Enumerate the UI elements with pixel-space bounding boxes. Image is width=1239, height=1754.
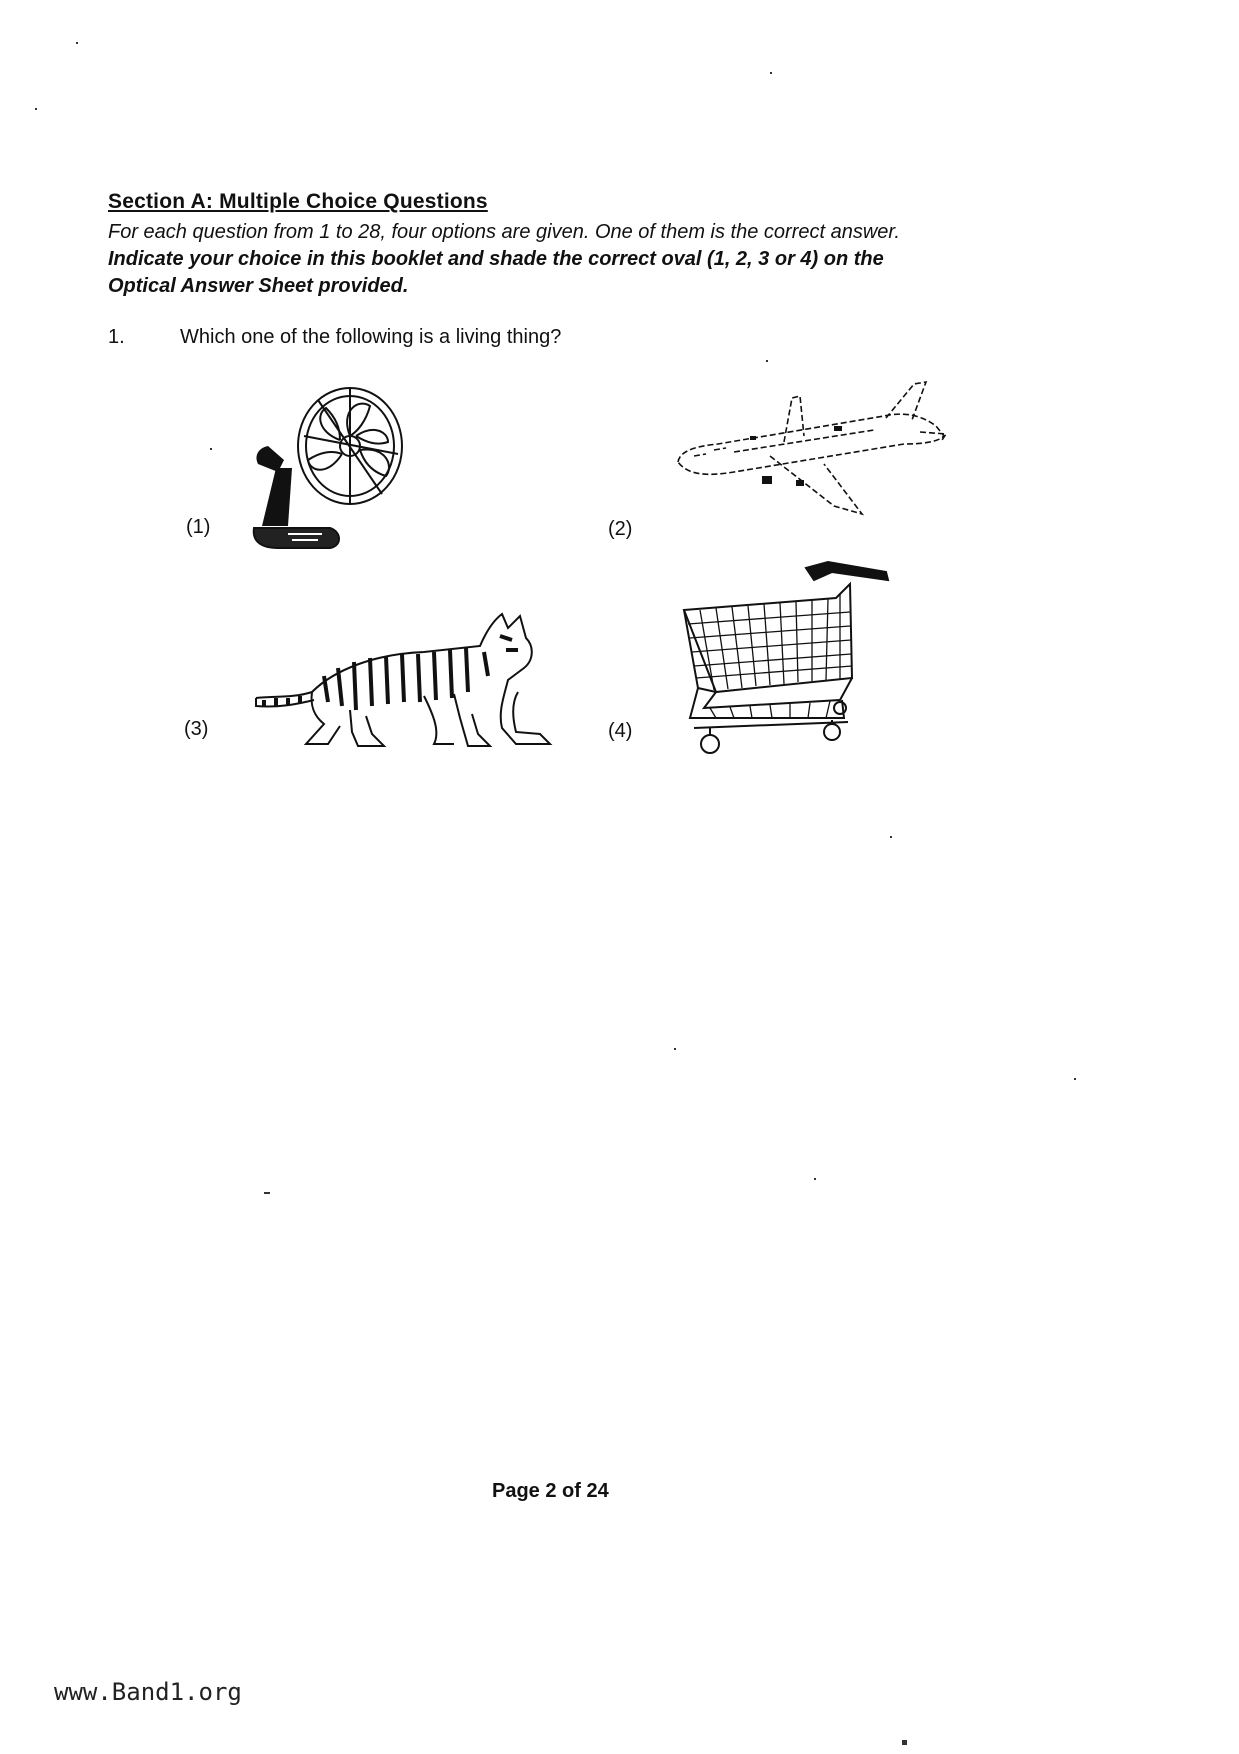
option-2-label: (2) <box>608 518 633 540</box>
option-3-label: (3) <box>184 718 209 740</box>
option-1-label: (1) <box>186 516 211 538</box>
scan-speck <box>902 1740 907 1745</box>
scan-speck <box>766 360 768 362</box>
shopping-cart-icon <box>680 558 900 768</box>
question-number: 1. <box>108 326 125 348</box>
instructions-line-3: Optical Answer Sheet provided. <box>108 275 409 297</box>
scan-speck <box>1074 1078 1076 1080</box>
airplane-icon <box>674 376 954 526</box>
page-number: Page 2 of 24 <box>492 1480 609 1502</box>
scan-speck <box>210 448 212 450</box>
scan-speck <box>674 1048 676 1050</box>
scan-speck <box>814 1178 816 1180</box>
instructions-line-1: For each question from 1 to 28, four options are given. One of them is the correct answer. <box>108 221 900 243</box>
scan-speck <box>264 1192 270 1194</box>
scan-speck <box>35 108 37 110</box>
cat-icon <box>254 606 554 752</box>
instructions-line-2: Indicate your choice in this booklet and shade the correct oval (1, 2, 3 or 4) on the <box>108 248 884 270</box>
scan-speck <box>770 72 772 74</box>
electric-fan-icon <box>248 376 408 556</box>
scan-speck <box>890 836 892 838</box>
watermark-url: www.Band1.org <box>54 1678 242 1706</box>
section-title: Section A: Multiple Choice Questions <box>108 190 488 213</box>
scan-speck <box>76 42 78 44</box>
option-4-label: (4) <box>608 720 633 742</box>
question-text: Which one of the following is a living thing? <box>180 326 562 348</box>
